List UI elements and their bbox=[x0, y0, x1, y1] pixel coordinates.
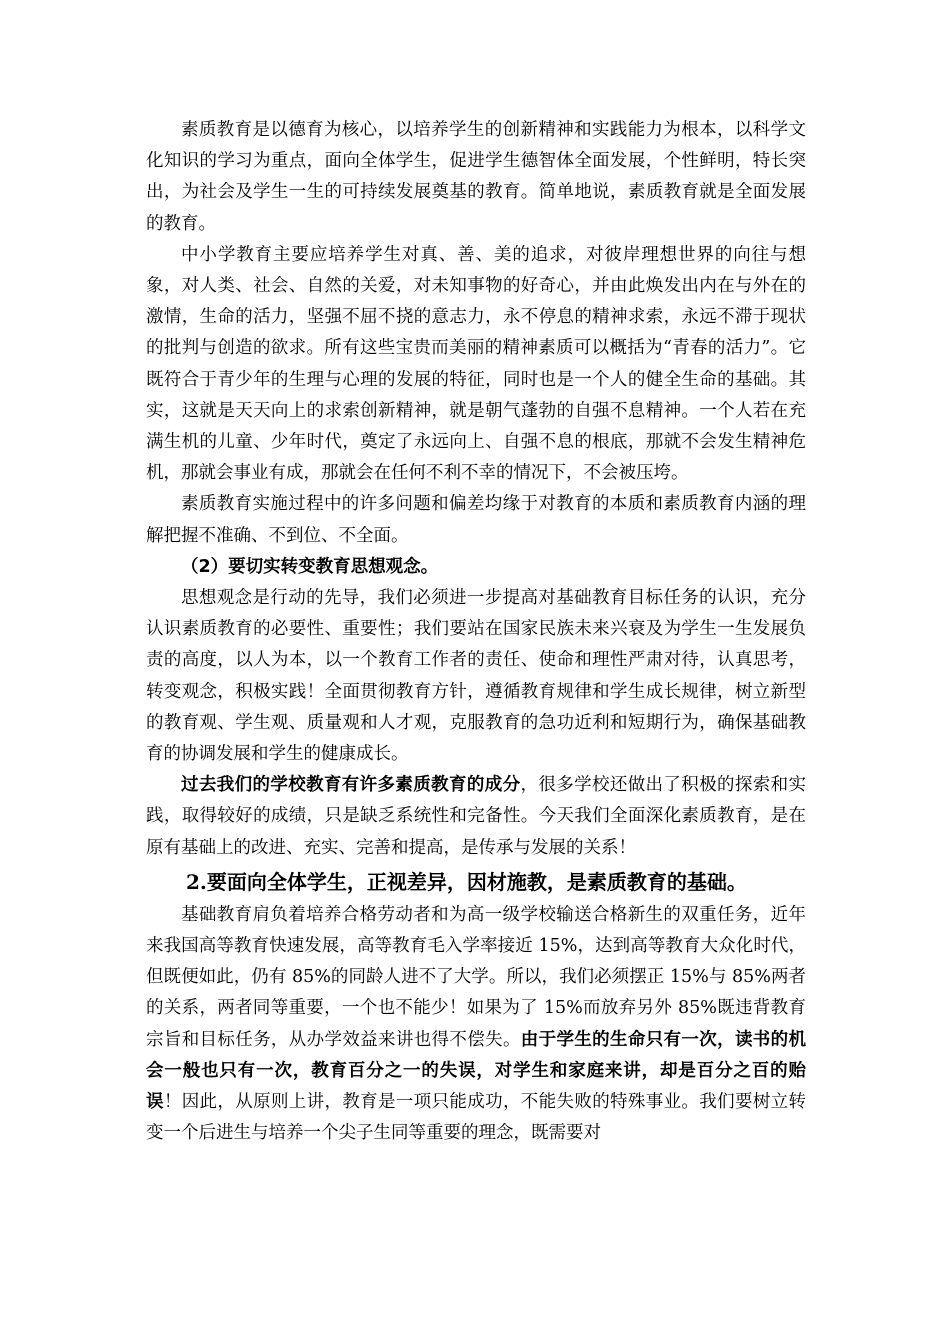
paragraph-implementation-issues: 素质教育实施过程中的许多问题和偏差均缘于对教育的本质和素质教育内涵的理解把握不准确、不到位、不全面。 bbox=[146, 494, 806, 546]
document-page bbox=[146, 115, 806, 1150]
paragraph-basic-education-tasks bbox=[146, 900, 806, 1150]
paragraph-ideas-guide-action: 思想观念是行动的先导，我们必须进一步提高对基础教育目标任务的认识，充分认识素质教育的必要性、重要性；我们要站在国家民族未来兴衰及为学生一生发展负责的高度，以人为本，以一个教育工作者的责任、使命和理性严肃对待，认真思考，转变观念，积极实践！全面贯彻教育方针，遵循教育规律和学生成长规律，树立新型的教育观、学生观、质量观和人才观，克服教育的急功近利和短期行为，确保基础教育的协调发展和学生的健康成长。 bbox=[146, 588, 806, 765]
paragraph-past-education-rest: ，很多学校还做出了积极的探索和实践，取得较好的成绩，只是缺乏系统性和完备性。今天我们全面深化素质教育，是在原有基础上的改进、充实、完善和提高，是传承与发展的关系！ bbox=[146, 775, 806, 858]
paragraph-past-education bbox=[146, 770, 806, 864]
section-heading-all-students: 2.要面向全体学生，正视差异，因材施教，是素质教育的基础。 bbox=[186, 869, 747, 894]
paragraph-quality-education-definition: 素质教育是以德育为核心，以培养学生的创新精神和实践能力为根本，以科学文化知识的学习为重点，面向全体学生，促进学生德智体全面发展，个性鲜明，特长突出，为社会及学生一生的可持续发展奠基的教育。简单地说，素质教育就是全面发展的教育。 bbox=[146, 120, 806, 234]
paragraph-past-education-bold: 过去我们的学校教育有许多素质教育的成分 bbox=[181, 775, 521, 796]
subheading-change-ideas: （2）要切实转变教育思想观念。 bbox=[181, 556, 439, 577]
paragraph-basic-education-end: ！因此，从原则上讲，教育是一项只能成功，不能失败的特殊事业。我们要树立转变一个后进生与培养一个尖子生同等重要的理念，既需要对 bbox=[146, 1092, 807, 1144]
paragraph-youth-vitality: 中小学教育主要应培养学生对真、善、美的追求，对彼岸理想世界的向往与想象，对人类、社会、自然的关爱，对未知事物的好奇心，并由此焕发出内在与外在的激情，生命的活力，坚强不屈不挠的意志力，永不停息的精神求索，永远不滞于现状的批判与创造的欲求。所有这些宝贵而美丽的精神素质可以概括为“青春的活力”。它既符合于青少年的生理与心理的发展的特征，同时也是一个人的健全生命的基础。其实，这就是天天向上的求索创新精神，就是朝气蓬勃的自强不息精神。一个人若在充满生机的儿童、少年时代，奠定了永远向上、自强不息的根底，那就不会发生精神危机，那就会事业有成，那就会在任何不利不幸的情况下，不会被压垮。 bbox=[146, 244, 806, 484]
paragraph-basic-education-start: 基础教育肩负着培养合格劳动者和为高一级学校输送合格新生的双重任务，近年来我国高等教育快速发展，高等教育毛入学率接近 15%，达到高等教育大众化时代，但既便如此，仍有 85%的同龄人进不了大学。所以，我们必须摆正 15%与 85%两者的关系，两者同等重要，一个也不能少！如果为了 15%而放弃另外 85%既违背教育宗旨和目标任务，从办学效益来讲也得不偿失。 bbox=[146, 904, 806, 1050]
paragraph-basic-education-bold: 由于学生的生命只有一次，读书的机会一般也只有一次，教育百分之一的失误，对学生和家庭来讲，却是百分之百的贻误 bbox=[146, 1029, 807, 1113]
